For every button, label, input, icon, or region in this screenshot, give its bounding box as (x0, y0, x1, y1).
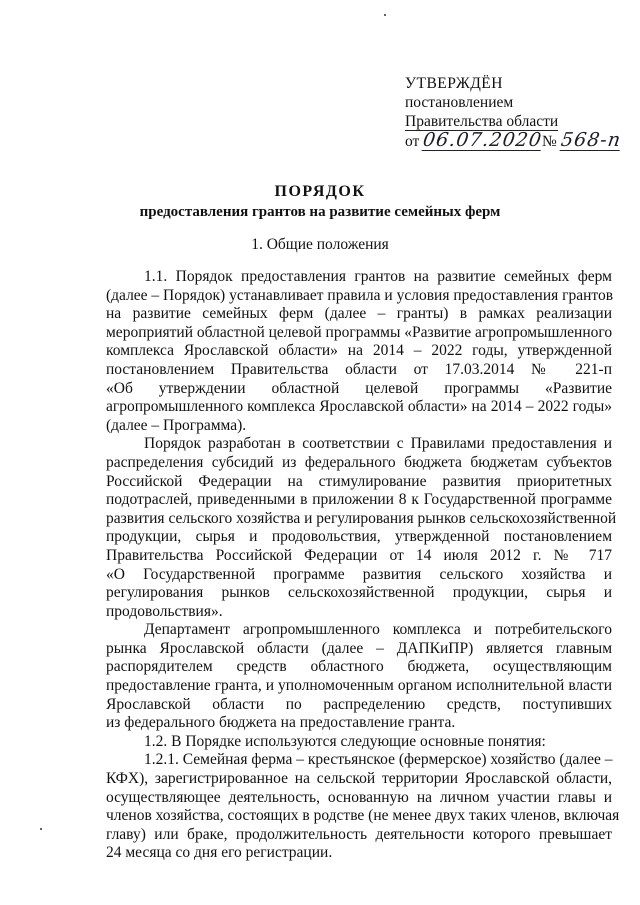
body-line: КФХ), зарегистрированное на сельской территории Ярославской области, (106, 770, 612, 788)
body-line: Ярославской области по распределению средств, поступивших (106, 695, 612, 713)
body-line: агропромышленного комплекса Ярославской области» на 2014 – 2022 годы» (106, 398, 612, 416)
body-line: регулирования рынков сельскохозяйственной продукции, сырья и (106, 584, 612, 602)
body-line: 1.2. В Порядке используются следующие основные понятия: (144, 732, 546, 750)
body-line: 24 месяца со дня его регистрации. (106, 844, 333, 862)
body-line: главу) или браке, продолжительность деятельности которого превышает (106, 825, 612, 843)
body-line: членов хозяйства, состоящих в родстве (не менее двух таких членов, включая (106, 807, 620, 825)
body-line: комплекса Ярославской области» на 2014 – 2022 годы, утвержденной (106, 342, 612, 360)
scan-dot-mark (40, 828, 42, 830)
approval-line-government: Правительства области (405, 113, 559, 130)
body-line: Департамент агропромышленного комплекса и потребительского (144, 621, 612, 639)
body-line: подотраслей, приведенными в приложении 8 к Государственной программе (106, 491, 612, 509)
body-line: «Об утверждении областной целевой программы «Развитие (106, 379, 612, 397)
body-line: предоставление гранта, и уполномоченным органом исполнительной власти (106, 677, 612, 695)
body-line: постановлением Правительства области от 17.03.2014 № 221-п (106, 360, 612, 378)
body-line: (далее – Порядок) устанавливает правила и условия предоставления грантов (106, 286, 614, 304)
document-body (106, 268, 620, 863)
body-line: 1.1. Порядок предоставления грантов на развитие семейных ферм (144, 268, 612, 285)
document-subtitle: предоставления грантов на развитие семейных ферм (139, 204, 501, 220)
document-title: ПОРЯДОК (274, 183, 366, 200)
number-sign: № (542, 133, 557, 150)
section-heading: 1. Общие положения (251, 236, 389, 253)
body-line: осуществляющее деятельность, основанную на личном участии главы и (106, 788, 612, 806)
body-line: «О Государственной программе развития сельского хозяйства и (106, 565, 612, 583)
body-line: распределения субсидий из федерального бюджета бюджетам субъектов (106, 453, 612, 471)
handwritten-date: 06.07.2020 (421, 129, 544, 151)
body-line: развития сельского хозяйства и регулирования рынков сельскохозяйственной (106, 509, 617, 527)
body-line: 1.2.1. Семейная ферма – крестьянское (фермерское) хозяйство (далее – (144, 751, 613, 769)
body-line: Правительства Российской Федерации от 14 июля 2012 г. № 717 (106, 546, 612, 564)
body-line: (далее – Программа). (106, 416, 247, 434)
body-line: Порядок разработан в соответствии с Правилами предоставления и (144, 435, 612, 453)
body-line: мероприятий областной целевой программы «Развитие агропромышленного (106, 323, 613, 341)
body-line: Российской Федерации на стимулирование развития приоритетных (106, 472, 612, 490)
approval-stamp (405, 74, 630, 151)
handwritten-number: 568-п (559, 129, 623, 151)
body-line: продовольствия». (106, 602, 223, 620)
approval-line-date-number: от 06.07.2020№ 568-п (405, 129, 623, 151)
body-line: продукции, сырья и продовольствия, утвержденной постановлением (106, 528, 612, 546)
approval-heading: УТВЕРЖДЁН (405, 75, 503, 92)
body-line: из федерального бюджета на предоставление гранта. (106, 714, 456, 732)
body-line: распорядителем средств областного бюджета, осуществляющим (106, 658, 612, 676)
approval-line-resolution: постановлением (405, 94, 514, 111)
body-line: на развитие семейных ферм (далее – гранты) в рамках реализации (106, 305, 612, 323)
body-line: рынка Ярославской области (далее – ДАПКиПР) является главным (106, 639, 612, 657)
scan-dot-mark (384, 14, 386, 16)
